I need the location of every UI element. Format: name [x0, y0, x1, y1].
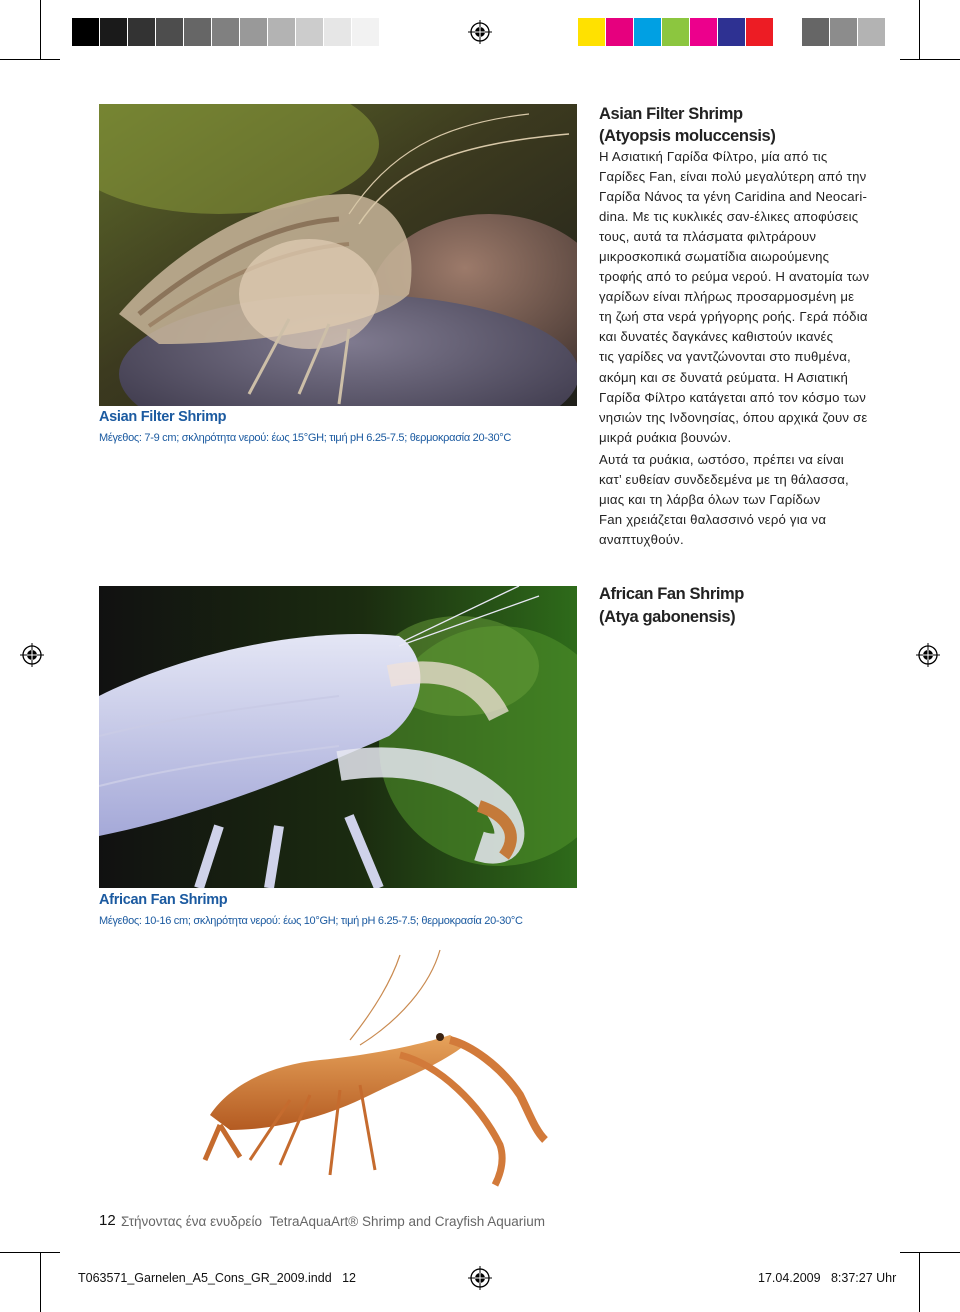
body-line: τις γαρίδες να γαντζώνονται στο πυθμένα,: [599, 349, 851, 365]
calibration-swatch: [634, 18, 662, 46]
body-line: τροφής από το ρεύμα νερού. Η ανατομία των: [599, 269, 870, 285]
body-line: τους, αυτά τα πλάσματα φιλτράρουν: [599, 229, 817, 245]
crop-mark: [40, 1252, 41, 1312]
crop-mark: [919, 1252, 920, 1312]
calibration-swatch: [100, 18, 128, 46]
body-line: ακόμη και σε δυνατά ρεύματα. Η Ασιατική: [599, 369, 849, 385]
calibration-swatch: [268, 18, 296, 46]
calibration-swatch: [718, 18, 746, 46]
caption-title: Asian Filter Shrimp: [99, 409, 227, 425]
orange-shrimp-cutout-photo: [200, 945, 580, 1195]
section-title: Asian Filter Shrimp: [599, 105, 743, 123]
body-line: κατ’ ευθείαν συνδεδεμένα με τη θάλασσα,: [599, 472, 849, 488]
calibration-swatch: [858, 18, 886, 46]
running-title-english: TetraAquaArt® Shrimp and Crayfish Aquarium: [269, 1214, 546, 1229]
crop-mark: [0, 59, 60, 60]
section-title: African Fan Shrimp: [599, 585, 744, 603]
calibration-swatch: [662, 18, 690, 46]
calibration-swatch: [128, 18, 156, 46]
crop-mark: [919, 0, 920, 60]
body-line: νησιών της Ινδονησίας, όπου αρχικά ζουν σε: [599, 409, 868, 425]
body-line: μικροσκοπικά σωματίδια αιωρούμενης: [599, 249, 830, 265]
calibration-swatch: [690, 18, 718, 46]
calibration-swatch: [830, 18, 858, 46]
crop-mark: [900, 1252, 960, 1253]
body-line: Γαρίδα Φίλτρο κατάγεται από τον κόσμο των: [599, 389, 867, 405]
slug-file: T063571_Garnelen_A5_Cons_GR_2009.indd 12: [78, 1271, 356, 1285]
section-subtitle: (Atyopsis moluccensis): [599, 127, 776, 145]
calibration-swatch: [578, 18, 606, 46]
calibration-swatch: [156, 18, 184, 46]
body-line: γαρίδων είναι πλήρως προσαρμοσμένη με: [599, 289, 855, 305]
caption-title: African Fan Shrimp: [99, 892, 228, 908]
body-line: Γαρίδες Fan, είναι πολύ μεγαλύτερη από την: [599, 169, 867, 185]
body-line: μικρά ρυάκια βουνών.: [599, 429, 732, 445]
body-line: Η Ασιατική Γαρίδα Φίλτρο, μία από τις: [599, 149, 828, 164]
calibration-swatch: [352, 18, 380, 46]
slug-date: 17.04.2009 8:37:27 Uhr: [758, 1271, 897, 1285]
body-line: και δυνατές δαγκάνες καθιστούν ικανές: [599, 329, 834, 345]
running-title: [121, 1214, 545, 1229]
section-body: [599, 147, 869, 448]
calibration-swatch: [240, 18, 268, 46]
calibration-swatch: [746, 18, 774, 46]
registration-target-icon: [468, 1266, 492, 1290]
body-line: Γαρίδα Νάνος τα γένη Caridina and Neocari-: [599, 189, 868, 205]
body-line: μιας και τη λάρβα όλων των Γαρίδων: [599, 492, 821, 508]
caption-details: Μέγεθος: 10-16 cm; σκληρότητα νερού: έως 10°GH; τιμή pH 6.25-7.5; θερμοκρασία 20-30°C: [99, 915, 523, 927]
gray-calibration-strip: [72, 18, 380, 46]
body-line: dina. Με τις κυκλικές σαν-έλικες αποφύσεις: [599, 209, 859, 225]
body-line: Fan χρειάζεται θαλασσινό νερό για να: [599, 512, 827, 528]
crop-mark: [0, 1252, 60, 1253]
registration-target-icon: [468, 20, 492, 44]
african-fan-shrimp-photo: [99, 586, 577, 888]
registration-target-icon: [916, 643, 940, 667]
crop-mark: [40, 0, 41, 60]
caption-details: Μέγεθος: 7-9 cm; σκληρότητα νερού: έως 15°GH; τιμή pH 6.25-7.5; θερμοκρασία 20-30°C: [99, 432, 512, 444]
body-line: τη ζωή στα νερά γρήγορης ροής. Γερά πόδια: [599, 309, 868, 325]
calibration-swatch: [606, 18, 634, 46]
calibration-swatch: [184, 18, 212, 46]
asian-filter-shrimp-photo: [99, 104, 577, 406]
body-line: αναπτυχθούν.: [599, 532, 684, 548]
body-line: Αυτά τα ρυάκια, ωστόσο, πρέπει να είναι: [599, 452, 844, 467]
calibration-swatch: [802, 18, 830, 46]
calibration-swatch: [774, 18, 802, 46]
running-title-greek: Στήνοντας ένα ενυδρείο: [121, 1214, 262, 1229]
section-subtitle: (Atya gabonensis): [599, 608, 736, 626]
crop-mark: [900, 59, 960, 60]
section-body-continued: [599, 450, 869, 550]
calibration-swatch: [324, 18, 352, 46]
registration-target-icon: [20, 643, 44, 667]
calibration-swatch: [296, 18, 324, 46]
calibration-swatch: [72, 18, 100, 46]
calibration-swatch: [212, 18, 240, 46]
color-calibration-strip: [578, 18, 886, 46]
page-number: 12: [99, 1212, 116, 1229]
